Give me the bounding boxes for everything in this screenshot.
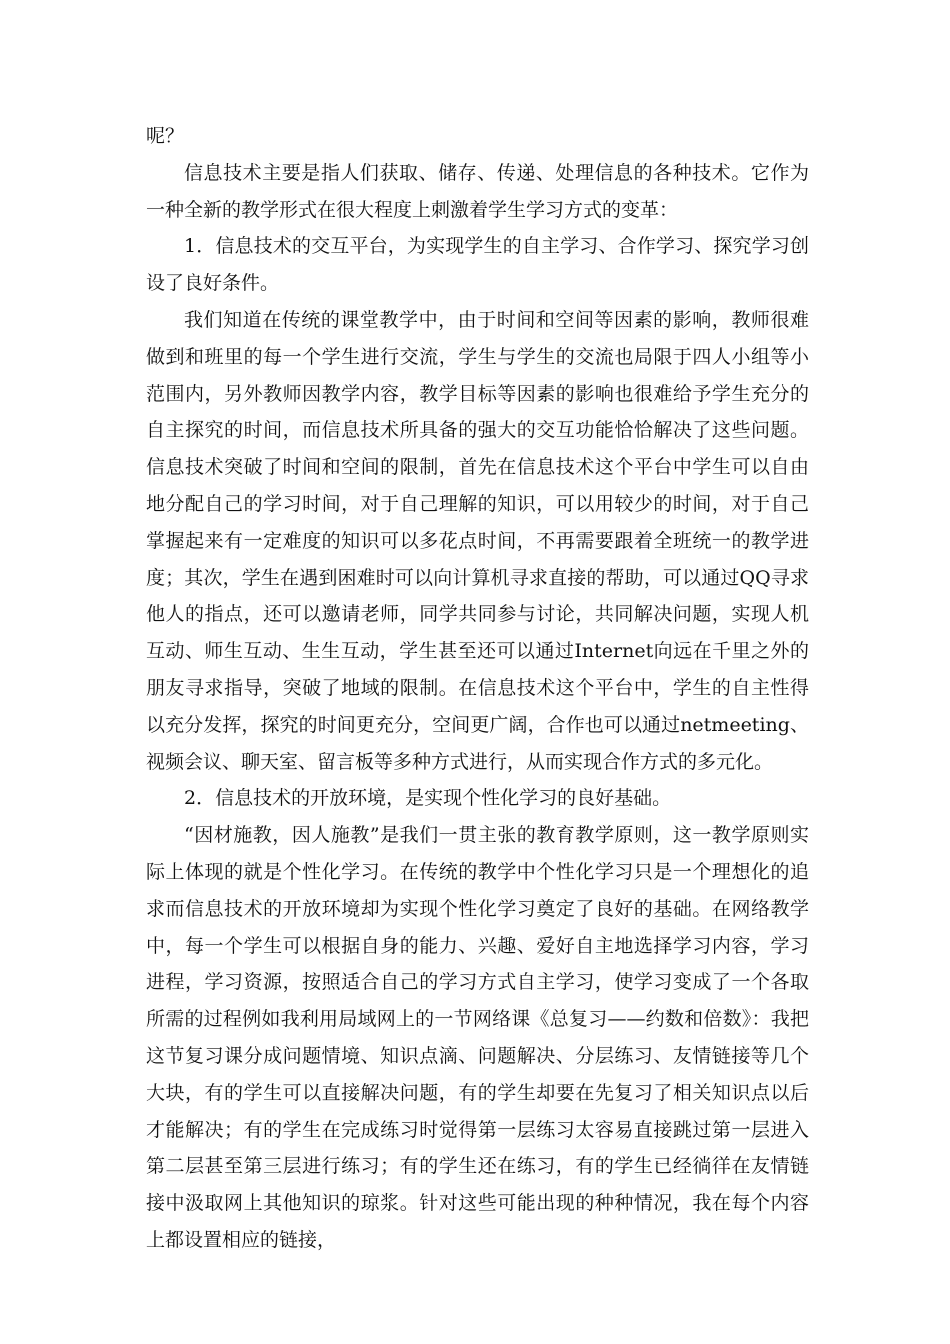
paragraph-intro: 信息技术主要是指人们获取、储存、传递、处理信息的各种技术。它作为一种全新的教学形式在很大程度上刺激着学生学习方式的变革： <box>146 161 809 221</box>
document-body <box>146 118 809 1259</box>
paragraph-point-1-body: 我们知道在传统的课堂教学中，由于时间和空间等因素的影响，教师很难做到和班里的每一个学生进行交流，学生与学生的交流也局限于四人小组等小范围内，另外教师因教学内容，教学目标等因素的影响也很难给予学生充分的自主探究的时间，而信息技术所具备的强大的交互功能恰恰解决了这些问题。信息技术突破了时间和空间的限制，首先在信息技术这个平台中学生可以自由地分配自己的学习时间，对于自己理解的知识，可以用较少的时间，对于自己掌握起来有一定难度的知识可以多花点时间，不再需要跟着全班统一的教学进度；其次，学生在遇到困难时可以向计算机寻求直接的帮助，可以通过QQ寻求他人的指点，还可以邀请老师，同学共同参与讨论，共同解决问题，实现人机互动、师生互动、生生互动，学生甚至还可以通过Internet向远在千里之外的朋友寻求指导，突破了地域的限制。在信息技术这个平台中，学生的自主性得以充分发挥，探究的时间更充分，空间更广阔，合作也可以通过netmeeting、视频会议、聊天室、留言板等多种方式进行，从而实现合作方式的多元化。 <box>146 308 809 773</box>
heading-point-2: 2．信息技术的开放环境，是实现个性化学习的良好基础。 <box>184 787 672 810</box>
paragraph-point-2-body: “因材施教，因人施教”是我们一贯主张的教育教学原则，这一教学原则实际上体现的就是个性化学习。在传统的教学中个性化学习只是一个理想化的追求而信息技术的开放环境却为实现个性化学习奠定了良好的基础。在网络教学中，每一个学生可以根据自身的能力、兴趣、爱好自主地选择学习内容，学习进程，学习资源，按照适合自己的学习方式自主学习，使学习变成了一个各取所需的过程例如我利用局域网上的一节网络课《总复习——约数和倍数》：我把这节复习课分成问题情境、知识点滴、问题解决、分层练习、友情链接等几个大块，有的学生可以直接解决问题，有的学生却要在先复习了相关知识点以后才能解决；有的学生在完成练习时觉得第一层练习太容易直接跳过第一层进入第二层甚至第三层进行练习；有的学生还在练习，有的学生已经徜徉在友情链接中汲取网上其他知识的琼浆。针对这些可能出现的种种情况，我在每个内容上都设置相应的链接， <box>146 824 809 1251</box>
heading-point-1: 1．信息技术的交互平台，为实现学生的自主学习、合作学习、探究学习创设了良好条件。 <box>146 235 809 295</box>
paragraph-continuation: 呢？ <box>146 125 185 147</box>
